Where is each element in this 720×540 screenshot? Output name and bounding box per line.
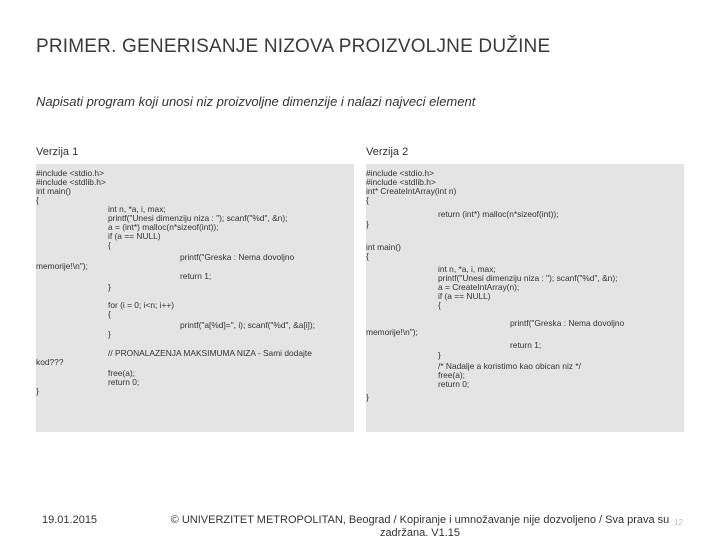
code-line: int n, *a, i, max; — [108, 204, 166, 214]
code-line: #include <stdio.h> — [366, 168, 434, 178]
code-line: return (int*) malloc(n*sizeof(int)); — [438, 209, 559, 219]
footer-date: 19.01.2015 — [42, 514, 98, 526]
code-box-version-1 — [36, 164, 354, 432]
code-line: { — [366, 251, 369, 261]
code-line: #include <stdlib.h> — [36, 177, 106, 187]
code-line: return 1; — [180, 271, 212, 281]
code-line: printf("a[%d]=", i); scanf("%d", &a[i]); — [180, 320, 316, 330]
slide-subtitle: Napisati program koji unosi niz proizvoljne dimenzije i nalazi najveci element — [36, 94, 476, 109]
code-line: if (a == NULL) — [108, 231, 161, 241]
code-line: int* CreateIntArray(int n) — [366, 186, 457, 196]
code-line: // PRONALAZENJA MAKSIMUMA NIZA - Sami dodajte — [108, 348, 312, 358]
code-line: #include <stdlib.h> — [366, 177, 436, 187]
code-line: { — [36, 195, 39, 205]
code-line: { — [438, 300, 441, 310]
code-line: return 0; — [438, 379, 470, 389]
code-line: return 0; — [108, 377, 140, 387]
code-line: } — [366, 219, 369, 229]
code-line: printf("Unesi dimenziju niza : "); scanf("%d", &n); — [108, 213, 288, 223]
code-line: a = CreateIntArray(n); — [438, 282, 520, 292]
code-line: #include <stdio.h> — [36, 168, 104, 178]
code-line: for (i = 0; i<n; i++) — [108, 300, 175, 310]
code-line: int n, *a, i, max; — [438, 264, 496, 274]
code-line: } — [108, 282, 111, 292]
code-line: memorije!\n"); — [366, 327, 418, 337]
code-line: a = (int*) malloc(n*sizeof(int)); — [108, 222, 219, 232]
code-line: { — [108, 309, 111, 319]
version-2-label: Verzija 2 — [366, 146, 409, 158]
code-line: } — [36, 386, 39, 396]
code-line: { — [108, 240, 111, 250]
code-line: memorije!\n"); — [36, 261, 88, 271]
code-line: /* Nadalje a koristimo kao obican niz */ — [438, 361, 581, 371]
code-line: int main() — [366, 242, 401, 252]
code-line: int main() — [36, 186, 71, 196]
code-line: return 1; — [510, 340, 542, 350]
code-line: kod??? — [36, 357, 64, 367]
code-line: if (a == NULL) — [438, 291, 491, 301]
code-line: free(a); — [108, 368, 135, 378]
page-number: 12 — [674, 518, 683, 527]
code-line: free(a); — [438, 370, 465, 380]
code-line: } — [366, 392, 369, 402]
code-line: { — [366, 195, 369, 205]
code-line: printf("Unesi dimenziju niza : "); scanf("%d", &n); — [438, 273, 618, 283]
code-line: printf("Greska : Nema dovoljno — [510, 318, 625, 328]
code-line: } — [108, 329, 111, 339]
footer-copyright: © UNIVERZITET METROPOLITAN, Beograd / Kopiranje i umnožavanje nije dozvoljeno / Sva prava su zadržana. V1.15 — [170, 514, 670, 539]
version-1-label: Verzija 1 — [36, 146, 79, 158]
code-line: printf("Greska : Nema dovoljno — [180, 252, 295, 262]
slide-title: PRIMER. GENERISANJE NIZOVA PROIZVOLJNE DUŽINE — [36, 36, 551, 57]
code-line: } — [438, 350, 441, 360]
code-box-version-2 — [366, 164, 684, 432]
